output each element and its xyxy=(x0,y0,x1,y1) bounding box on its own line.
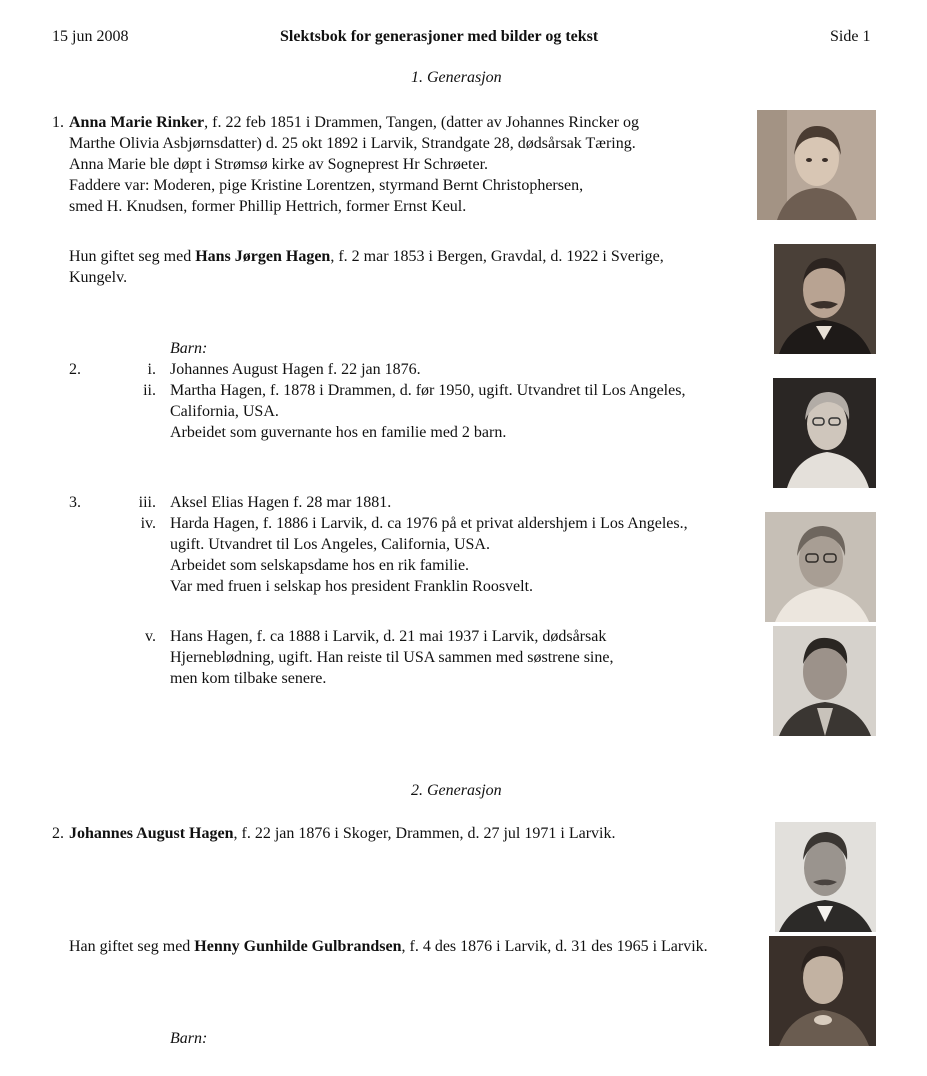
portrait-photo-hans-jorgen xyxy=(774,244,876,354)
child-roman: ii. xyxy=(143,382,156,399)
child-line: Var med fruen i selskap hos president Franklin Roosvelt. xyxy=(170,578,534,595)
spouse-name: Henny Gunhilde Gulbrandsen xyxy=(194,938,402,955)
generation-1-heading: 1. Generasjon xyxy=(411,69,502,86)
marriage-text: , f. 4 des 1876 i Larvik, d. 31 des 1965 i Larvik. xyxy=(401,938,708,955)
portrait-photo-anna-marie xyxy=(757,110,876,220)
child-line: Martha Hagen, f. 1878 i Drammen, d. før 1950, ugift. Utvandret til Los Angeles, xyxy=(170,382,686,399)
child-line: California, USA. xyxy=(170,403,279,420)
person-line-1 xyxy=(69,823,615,844)
child-line: Arbeidet som selskapsdame hos en rik familie. xyxy=(170,557,470,574)
person-line-4: Faddere var: Moderen, pige Kristine Lorentzen, styrmand Bernt Christophersen, xyxy=(69,177,584,194)
spouse-name: Hans Jørgen Hagen xyxy=(195,248,331,265)
child-ref: 3. xyxy=(69,494,81,511)
children-label: Barn: xyxy=(170,1030,208,1047)
person-line-3: Anna Marie ble døpt i Strømsø kirke av Sogneprest Hr Schrøeter. xyxy=(69,156,489,173)
entry-number: 1. xyxy=(52,114,64,131)
person-line-1-text: , f. 22 jan 1876 i Skoger, Drammen, d. 27 jul 1971 i Larvik. xyxy=(233,825,616,842)
child-line: Arbeidet som guvernante hos en familie med 2 barn. xyxy=(170,424,507,441)
child-roman: i. xyxy=(147,361,156,378)
generation-2-heading: 2. Generasjon xyxy=(411,782,502,799)
children-label: Barn: xyxy=(170,340,208,357)
child-roman: iv. xyxy=(140,515,156,532)
child-line: men kom tilbake senere. xyxy=(170,670,327,687)
child-line: ugift. Utvandret til Los Angeles, California, USA. xyxy=(170,536,490,553)
marriage-line-2: Kungelv. xyxy=(69,269,128,286)
portrait-photo-martha xyxy=(773,378,876,488)
entry-number: 2. xyxy=(52,825,64,842)
child-line: Harda Hagen, f. 1886 i Larvik, d. ca 1976 på et privat aldershjem i Los Angeles., xyxy=(170,515,688,532)
person-line-5: smed H. Knudsen, former Phillip Hettrich, former Ernst Keul. xyxy=(69,198,467,215)
person-line-1 xyxy=(69,112,639,133)
page-number: Side 1 xyxy=(830,28,871,45)
person-line-2: Marthe Olivia Asbjørnsdatter) d. 25 okt 1892 i Larvik, Strandgate 28, dødsårsak Tæring. xyxy=(69,135,636,152)
marriage-prefix: Hun giftet seg med xyxy=(69,248,196,265)
child-line: Hjerneblødning, ugift. Han reiste til USA sammen med søstrene sine, xyxy=(170,649,614,666)
child-line: Hans Hagen, f. ca 1888 i Larvik, d. 21 mai 1937 i Larvik, dødsårsak xyxy=(170,628,607,645)
person-name: Anna Marie Rinker xyxy=(69,114,205,131)
marriage-text: , f. 2 mar 1853 i Bergen, Gravdal, d. 1922 i Sverige, xyxy=(330,248,664,265)
portrait-photo-johannes-august xyxy=(775,822,876,932)
portrait-photo-hans xyxy=(773,626,876,736)
person-name: Johannes August Hagen xyxy=(69,825,234,842)
child-line: Johannes August Hagen f. 22 jan 1876. xyxy=(170,361,421,378)
document-title: Slektsbok for generasjoner med bilder og tekst xyxy=(280,28,599,45)
child-roman: v. xyxy=(145,628,156,645)
marriage-prefix: Han giftet seg med xyxy=(69,938,195,955)
marriage-line-1 xyxy=(69,936,708,957)
person-line-1-text: , f. 22 feb 1851 i Drammen, Tangen, (datter av Johannes Rincker og xyxy=(204,114,640,131)
marriage-line-1 xyxy=(69,246,664,267)
child-roman: iii. xyxy=(138,494,156,511)
portrait-photo-henny xyxy=(769,936,876,1046)
portrait-photo-harda xyxy=(765,512,876,622)
child-line: Aksel Elias Hagen f. 28 mar 1881. xyxy=(170,494,392,511)
header-date: 15 jun 2008 xyxy=(52,28,129,45)
child-ref: 2. xyxy=(69,361,81,378)
